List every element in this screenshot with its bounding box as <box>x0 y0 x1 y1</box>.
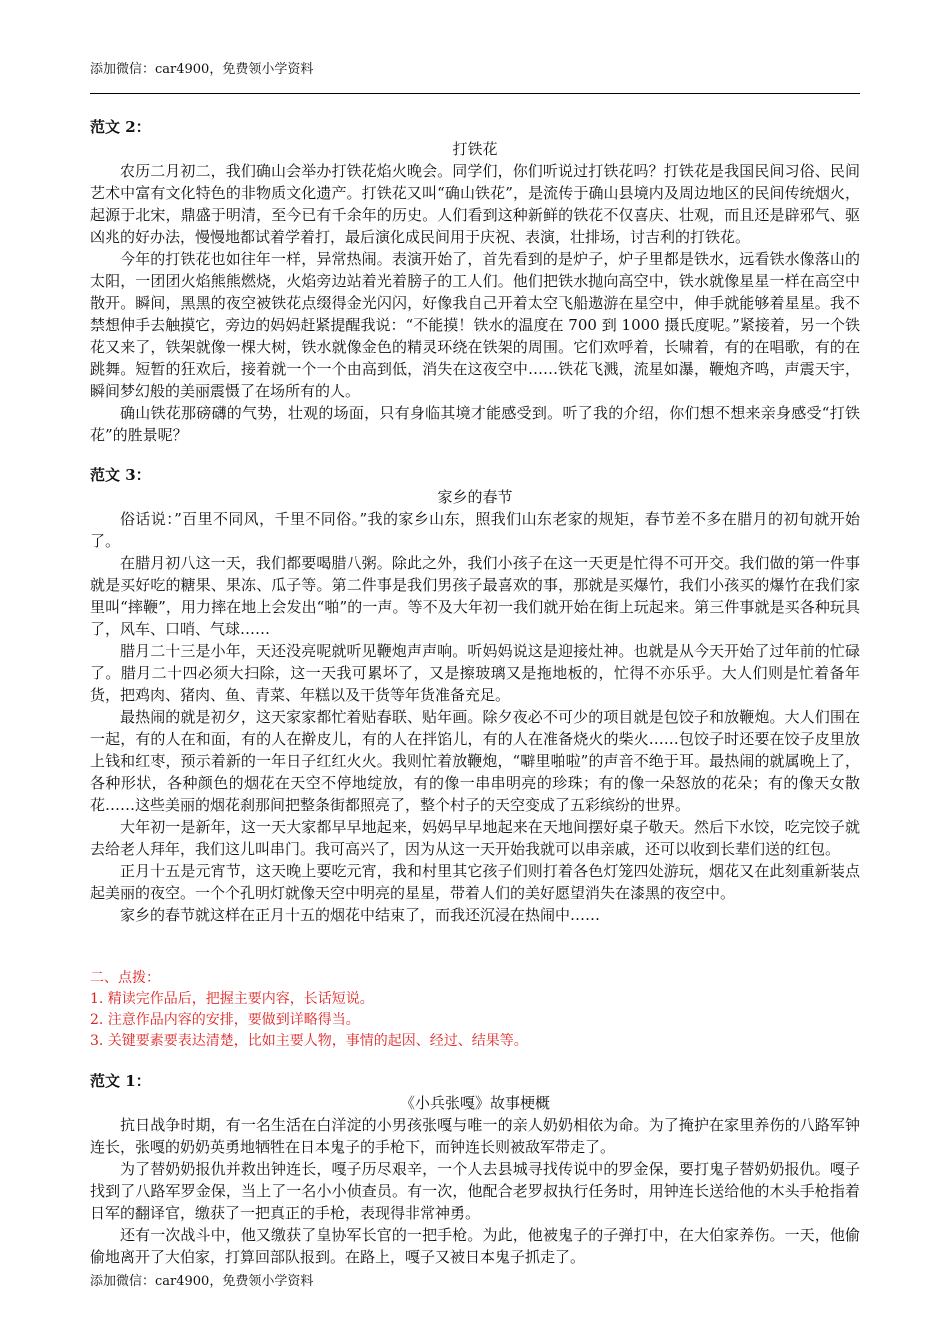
spacer <box>90 926 860 968</box>
page-header: 添加微信：car4900，免费领小学资料 <box>90 62 314 77</box>
essay2-title: 打铁花 <box>452 140 498 158</box>
essay1-paragraph-2: 为了替奶奶报仇并救出钟连长，嘎子历尽艰辛，一个人去县城寻找传说中的罗金保，要打鬼子替奶奶报仇。嘎子找到了八路军罗金保，当上了一名小小侦查员。有一次，他配合老罗叔执行任务时，用钟连长送给他的木头手枪指着日军的翻译官，缴获了一把真正的手枪，表现得非常神勇。 <box>90 1160 860 1222</box>
tip-item-3: 3. 关键要素要表达清楚，比如主要人物，事情的起因、经过、结果等。 <box>90 1033 528 1049</box>
essay2-paragraph-1: 农历二月初二，我们确山会举办打铁花焰火晚会。同学们，你们听说过打铁花吗？打铁花是我国民间习俗、民间艺术中富有文化特色的非物质文化遗产。打铁花又叫“确山铁花”，是流传于确山县境内及周边地区的民间传统烟火，起源于北宋，鼎盛于明清，至今已有千余年的历史。人们看到这种新鲜的铁花不仅喜庆、壮观，而且还是辟邪气、驱凶兆的好办法，慢慢地都试着学着打，最后演化成民间用于庆祝、表演，壮排场，讨吉利的打铁花。 <box>90 162 860 246</box>
essay3-paragraph-6: 正月十五是元宵节，这天晚上要吃元宵，我和村里其它孩子们则打着各色灯笼四处游玩，烟花又在此刻重新装点起美丽的夜空。一个个孔明灯就像天空中明亮的星星，带着人们的美好愿望消失在漆黑的夜空中。 <box>90 862 860 902</box>
essay3-title: 家乡的春节 <box>437 488 513 506</box>
tip-item-1: 1. 精读完作品后，把握主要内容，长话短说。 <box>90 991 374 1007</box>
essay2-label: 范文 2： <box>90 118 151 136</box>
page-footer: 添加微信：car4900，免费领小学资料 <box>90 1274 314 1289</box>
essay3-paragraph-5: 大年初一是新年，这一天大家都早早地起来，妈妈早早地起来在天地间摆好桌子敬天。然后下水饺，吃完饺子就去给老人拜年，我们这儿叫串门。我可高兴了，因为从这一天开始我就可以串亲戚，还可以收到长辈们送的红包。 <box>90 818 860 858</box>
spacer <box>90 1052 860 1070</box>
tips-heading: 二、点拨： <box>90 970 160 986</box>
essay1-paragraph-1: 抗日战争时期，有一名生活在白洋淀的小男孩张嘎与唯一的亲人奶奶相依为命。为了掩护在家里养伤的八路军钟连长，张嘎的奶奶英勇地牺牲在日本鬼子的手枪下，而钟连长则被敌军带走了。 <box>90 1116 860 1156</box>
essay3-paragraph-2: 在腊月初八这一天，我们都要喝腊八粥。除此之外，我们小孩子在这一天更是忙得不可开交。我们做的第一件事就是买好吃的糖果、果冻、瓜子等。第二件事是我们男孩子最喜欢的事，那就是买爆竹，我们小孩买的爆竹在我们家里叫“摔鞭”，用力摔在地上会发出“啪”的一声。等不及大年初一我们就开始在街上玩起来。第三件事就是买各种玩具了，风车、口哨、气球…… <box>90 554 860 638</box>
spacer <box>90 446 860 464</box>
essay3-paragraph-3: 腊月二十三是小年，天还没亮呢就听见鞭炮声声响。听妈妈说这是迎接灶神。也就是从今天开始了过年前的忙碌了。腊月二十四必须大扫除，这一天我可累坏了，又是擦玻璃又是拖地板的，忙得不亦乐乎。大人们则是忙着备年货，把鸡肉、猪肉、鱼、青菜、年糕以及干货等年货准备充足。 <box>90 642 860 704</box>
essay2-paragraph-3: 确山铁花那磅礴的气势，壮观的场面，只有身临其境才能感受到。听了我的介绍，你们想不想来亲身感受“打铁花”的胜景呢？ <box>90 404 860 444</box>
document-body <box>90 116 860 1268</box>
essay3-paragraph-1: 俗话说：”百里不同风，千里不同俗。”我的家乡山东，照我们山东老家的规矩，春节差不多在腊月的初旬就开始了。 <box>90 510 860 550</box>
essay3-paragraph-4: 最热闹的就是初夕，这天家家都忙着贴春联、贴年画。除夕夜必不可少的项目就是包饺子和放鞭炮。大人们围在一起，有的人在和面，有的人在擀皮儿，有的人在拌馅儿，有的人在准备烧火的柴火……包饺子时还要在饺子皮里放上钱和红枣，预示着新的一年日子红红火火。我则忙着放鞭炮，“噼里啪啦”的声音不绝于耳。最热闹的就属晚上了，各种形状，各种颜色的烟花在天空不停地绽放，有的像一串串明亮的珍珠；有的像一朵怒放的花朵；有的像天女散花……这些美丽的烟花刹那间把整条街都照亮了，整个村子的天空变成了五彩缤纷的世界。 <box>90 708 860 814</box>
header-divider <box>90 93 860 94</box>
essay2-paragraph-2: 今年的打铁花也如往年一样，异常热闹。表演开始了，首先看到的是炉子，炉子里都是铁水，远看铁水像落山的太阳，一团团火焰熊熊燃烧，火焰旁边站着光着膀子的工人们。他们把铁水抛向高空中，铁水就像星星一样在高空中散开。瞬间，黑黑的夜空被铁花点缀得金光闪闪，好像我自己开着太空飞船遨游在星空中，伸手就能够着星星。我不禁想伸手去触摸它，旁边的妈妈赶紧提醒我说：“不能摸！铁水的温度在 700 到 1000 摄氏度呢。”紧接着，另一个铁花又来了，铁架就像一棵大树，铁水就像金色的精灵环绕在铁架的周围。它们欢呼着，长啸着，有的在唱歌，有的在跳舞。短暂的狂欢后，接着就一个一个由高到低，消失在这夜空中……铁花飞溅，流星如瀑，鞭炮齐鸣，声震天宇，瞬间梦幻般的美丽震慑了在场所有的人。 <box>90 250 860 400</box>
essay1-title: 《小兵张嘎》故事梗概 <box>399 1094 550 1112</box>
tip-item-2: 2. 注意作品内容的安排，要做到详略得当。 <box>90 1012 360 1028</box>
essay1-label: 范文 1： <box>90 1072 151 1090</box>
essay3-paragraph-7: 家乡的春节就这样在正月十五的烟花中结束了，而我还沉浸在热闹中…… <box>120 906 601 924</box>
essay1-paragraph-3: 还有一次战斗中，他又缴获了皇协军长官的一把手枪。为此，他被鬼子的子弹打中，在大伯家养伤。一天，他偷偷地离开了大伯家，打算回部队报到。在路上，嘎子又被日本鬼子抓走了。 <box>90 1226 860 1266</box>
essay3-label: 范文 3： <box>90 466 151 484</box>
